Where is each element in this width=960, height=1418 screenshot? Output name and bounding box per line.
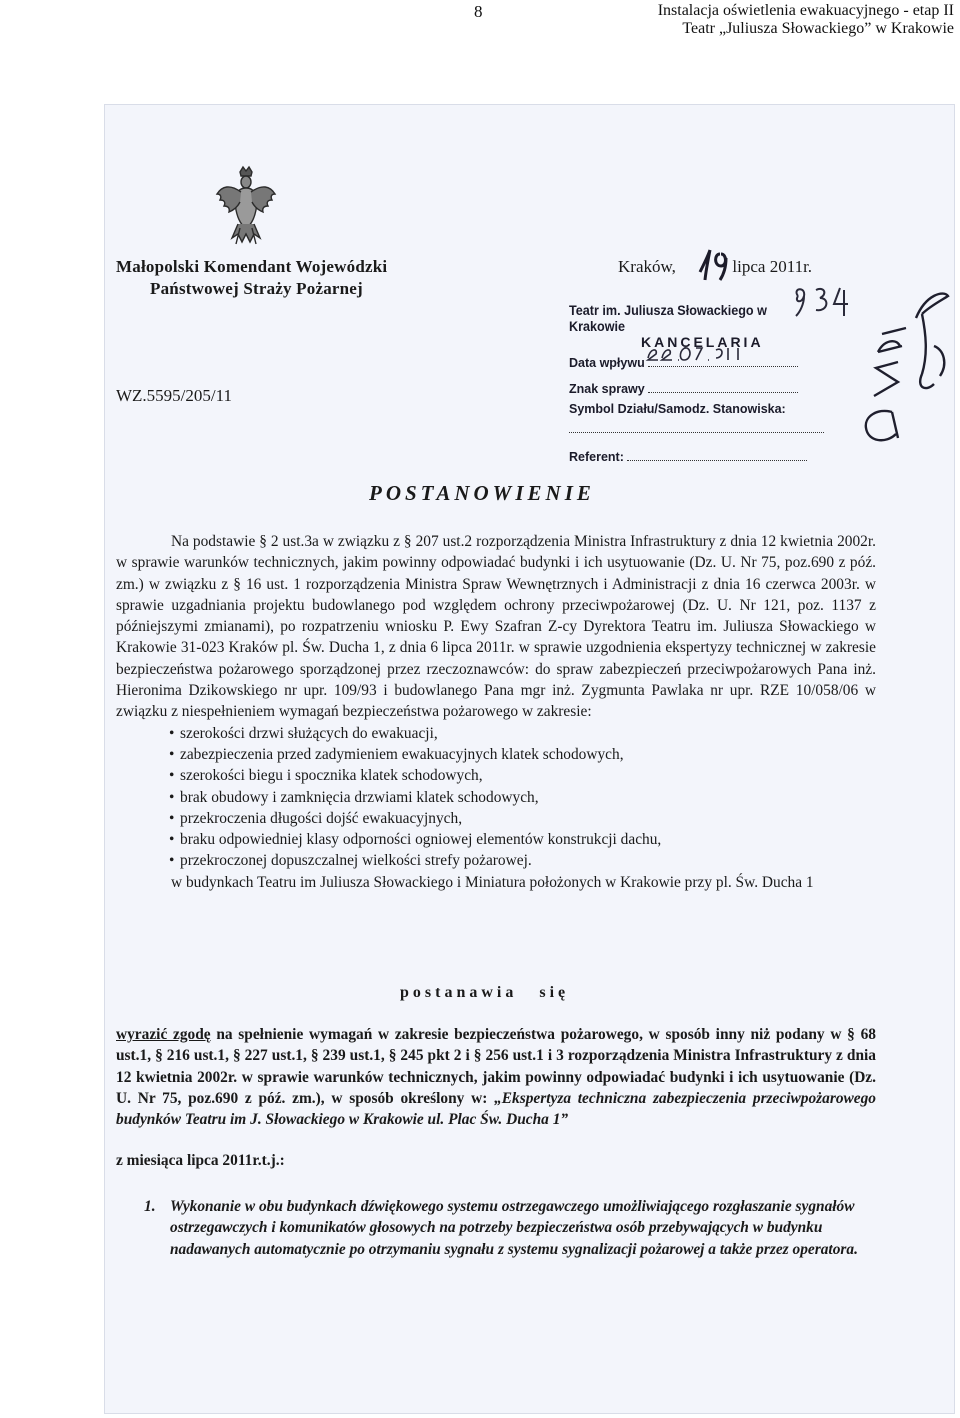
authority-line1: Małopolski Komendant Wojewódzki: [116, 257, 388, 276]
document-title: POSTANOWIENIE: [369, 481, 595, 505]
list-item: • przekroczenia długości dojść ewakuacyjnych,: [116, 808, 876, 829]
scanned-document: [104, 104, 955, 1414]
stamp-office: KANCELARIA: [641, 334, 764, 350]
location-paragraph: w budynkach Teatru im Juliusza Słowackiego i Miniatura położonych w Krakowie przy pl. Św. Ducha 1: [171, 873, 814, 891]
stamp-dots: [627, 450, 807, 461]
list-item: • szerokości drzwi służących do ewakuacji,: [116, 723, 876, 744]
item-text: Wykonanie w obu budynkach dźwiękowego systemu ostrzegawczego umożliwiającego rozgłaszanie sygnałów ostrzegawczych i komunikatów głosowych na potrzeby bezpieczeństwa osób przebywających w budynku nadawanych automatycznie po otrzymaniu sygnału z systemu sygnalizacji pożarowej a także przez operatora.: [170, 1198, 858, 1258]
resolution-paragraph: [116, 1024, 876, 1130]
list-item: • szerokości biegu i spocznika klatek schodowych,: [116, 765, 876, 786]
resolution-italic: „Ekspertyza techniczna zabezpieczenia przeciwpożarowego budynków Teatru im J. Słowackiego w Krakowie ul. Plac Św. Ducha 1”: [116, 1089, 876, 1129]
decision-heading: [400, 984, 569, 1002]
resolution-text: na spełnienie wymagań w zakresie bezpieczeństwa pożarowego, w sposób inny niż podany w § 68 ust.1, § 216 ust.1, § 227 ust.1, § 239 ust.1, § 245 pkt 2 i § 256 ust.1 i 3 rozporządzenia Ministra Infrastruktury z dnia 12 kwietnia 2002r. w sprawie warunków technicznych, jakim powinny odpowiadać budynki i ich usytuowanie (Dz. U. Nr 75, poz.690 z póź. zm.), w sposób określony w:: [116, 1026, 876, 1107]
page-number: 8: [474, 2, 483, 21]
intro-section: [116, 531, 876, 893]
header-title-line1: Instalacja oświetlenia ewakuacyjnego - etap II: [657, 2, 954, 19]
handwritten-received-date: [644, 342, 754, 364]
intro-paragraph: Na podstawie § 2 ust.3a w związku z § 207 ust.2 rozporządzenia Ministra Infrastruktury z dnia 12 kwietnia 2002r. w sprawie warunków technicznych, jakim powinny odpowiadać budynki i ich usytuowanie (Dz. U. Nr 75, poz.690 z póź. zm.) w związku z § 16 ust. 1 rozporządzenia Ministra Spraw Wewnętrznych i Administracji z dnia 16 czerwca 2003r. w sprawie uzgadniania projektu budowlanego pod względem ochrony przeciwpożarowej (Dz. U. Nr 121, poz. 1137 z późniejszymi zmianami), po rozpatrzeniu wniosku P. Ewy Szafran Z-cy Dyrektora Teatru im. Juliusza Słowackiego w Krakowie 31-023 Kraków pl. Św. Ducha 1, z dnia 6 lipca 2011r. w sprawie uzgodnienia ekspertyzy technicznej w zakresie bezpieczeństwa pożarowego sporządzonej przez rzeczoznawców: do spraw zabezpieczeń przeciwpożarowych Pana inż. Hieronima Dzikowskiego nr upr. 109/93 i budowlanego Pana mgr inż. Zygmunta Pawlaka nr upr. RZE 10/058/06 w związku z niespełnieniem wymagań bezpieczeństwa pożarowego w zakresie:: [116, 533, 876, 721]
resolution-underlined: wyrazić zgodę: [116, 1026, 211, 1043]
requirement-item: [144, 1196, 864, 1260]
date-rest: lipca 2011r.: [732, 257, 813, 276]
page-header: [0, 0, 960, 90]
city: Kraków,: [618, 257, 676, 276]
registry-stamp: [569, 302, 849, 464]
case-reference: WZ.5595/205/11: [116, 386, 232, 405]
list-item: • braku odpowiedniej klasy odporności ogniowej elementów konstrukcji dachu,: [116, 829, 876, 850]
deficiency-list: [116, 723, 876, 872]
stamp-case-label: Znak sprawy: [569, 382, 645, 396]
authority-name: [116, 256, 387, 300]
stamp-blank-row: [569, 422, 849, 436]
stamp-institution: Teatr im. Juliusza Słowackiego w Krakowie: [569, 302, 767, 334]
header-title: [658, 2, 954, 38]
handwritten-number: [784, 282, 864, 322]
decision-word1: postanawia: [400, 984, 518, 1001]
deadline: z miesiąca lipca 2011r.t.j.:: [116, 1152, 285, 1169]
item-number: 1.: [144, 1198, 156, 1215]
handwritten-day: [694, 244, 736, 284]
header-title-line2: Teatr „Juliusza Słowackiego” w Krakowie: [682, 20, 954, 37]
list-item: • przekroczonej dopuszczalnej wielkości strefy pożarowej.: [116, 850, 876, 871]
list-item: • brak obudowy i zamknięcia drzwiami klatek schodowych,: [116, 787, 876, 808]
decision-word2: się: [539, 984, 570, 1001]
stamp-received-label: Data wpływu: [569, 356, 645, 370]
list-item: • zabezpieczenia przed zadymieniem ewakuacyjnych klatek schodowych,: [116, 744, 876, 765]
stamp-dots: [569, 422, 824, 433]
stamp-case-row: [569, 382, 849, 396]
stamp-symbol-row: [569, 402, 849, 416]
eagle-emblem-icon: [214, 164, 278, 248]
stamp-dots: [648, 382, 798, 393]
stamp-symbol-label: Symbol Działu/Samodz. Stanowiska:: [569, 402, 786, 416]
authority-line2: Państwowej Straży Pożarnej: [150, 279, 363, 298]
handwritten-side-note: [856, 284, 951, 474]
stamp-referent-row: [569, 450, 849, 464]
stamp-referent-label: Referent:: [569, 450, 624, 464]
